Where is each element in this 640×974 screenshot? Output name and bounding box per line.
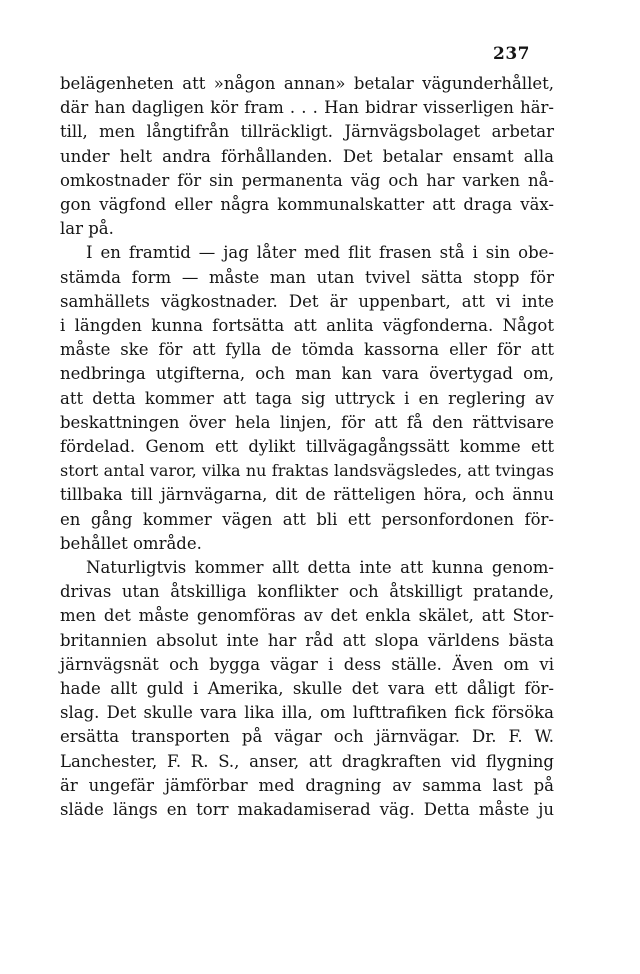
text-line: belägenheten att »någon annan» betalar vägunderhållet, bbox=[60, 74, 554, 93]
text-line: beskattningen över hela linjen, för att få den rättvisare bbox=[60, 412, 554, 432]
text-line: lar på. bbox=[60, 219, 114, 239]
text-line: till, men långtifrån tillräckligt. Järnvägsbolaget arbetar bbox=[60, 122, 554, 142]
text-line: järnvägsnät och bygga vägar i dess ställe. Även om vi bbox=[60, 654, 554, 674]
text-line: samhällets vägkostnader. Det är uppenbart, att vi inte bbox=[60, 291, 554, 311]
body-text bbox=[60, 72, 554, 822]
text-line: måste ske för att fylla de tömda kassorna eller för att bbox=[60, 340, 554, 360]
text-line: drivas utan åtskilliga konflikter och åtskilligt pratande, bbox=[60, 582, 554, 602]
text-line: stort antal varor, vilka nu fraktas landsvägsledes, att tvingas bbox=[60, 461, 554, 481]
text-line: slag. Det skulle vara lika illa, om lufttrafiken fick försöka bbox=[60, 703, 554, 723]
text-line: behållet område. bbox=[60, 533, 202, 553]
text-line: nedbringa utgifterna, och man kan vara övertygad om, bbox=[60, 364, 554, 384]
text-line: ersätta transporten på vägar och järnvägar. Dr. F. W. bbox=[60, 727, 554, 747]
page-number: 237 bbox=[493, 44, 530, 64]
text-line: britannien absolut inte har råd att slopa världens bästa bbox=[60, 630, 554, 650]
text-line: där han dagligen kör fram . . . Han bidrar visserligen här- bbox=[60, 98, 554, 118]
text-line: I en framtid — jag låter med flit frasen stå i sin obe- bbox=[86, 243, 554, 263]
text-line: stämda form — måste man utan tvivel sätta stopp för bbox=[60, 267, 554, 287]
text-line: gon vägfond eller några kommunalskatter att draga väx- bbox=[60, 195, 554, 215]
text-line: en gång kommer vägen att bli ett personfordonen för- bbox=[60, 509, 554, 529]
text-line: Lanchester, F. R. S., anser, att dragkraften vid flygning bbox=[60, 751, 554, 771]
text-line: släde längs en torr makadamiserad väg. Detta måste ju bbox=[60, 800, 554, 820]
text-line: Naturligtvis kommer allt detta inte att kunna genom- bbox=[86, 558, 554, 578]
text-line: fördelad. Genom ett dylikt tillvägagångssätt komme ett bbox=[60, 437, 554, 457]
text-line: är ungefär jämförbar med dragning av samma last på bbox=[60, 775, 554, 795]
text-line: tillbaka till järnvägarna, dit de rätteligen höra, och ännu bbox=[60, 485, 554, 505]
text-line: omkostnader för sin permanenta väg och har varken nå- bbox=[60, 170, 554, 190]
text-line: men det måste genomföras av det enkla skälet, att Stor- bbox=[60, 606, 554, 626]
text-line: att detta kommer att taga sig uttryck i en reglering av bbox=[60, 388, 554, 408]
text-line: under helt andra förhållanden. Det betalar ensamt alla bbox=[60, 146, 554, 166]
text-line: hade allt guld i Amerika, skulle det vara ett dåligt för- bbox=[60, 679, 554, 699]
text-line: i längden kunna fortsätta att anlita vägfonderna. Något bbox=[60, 316, 554, 336]
